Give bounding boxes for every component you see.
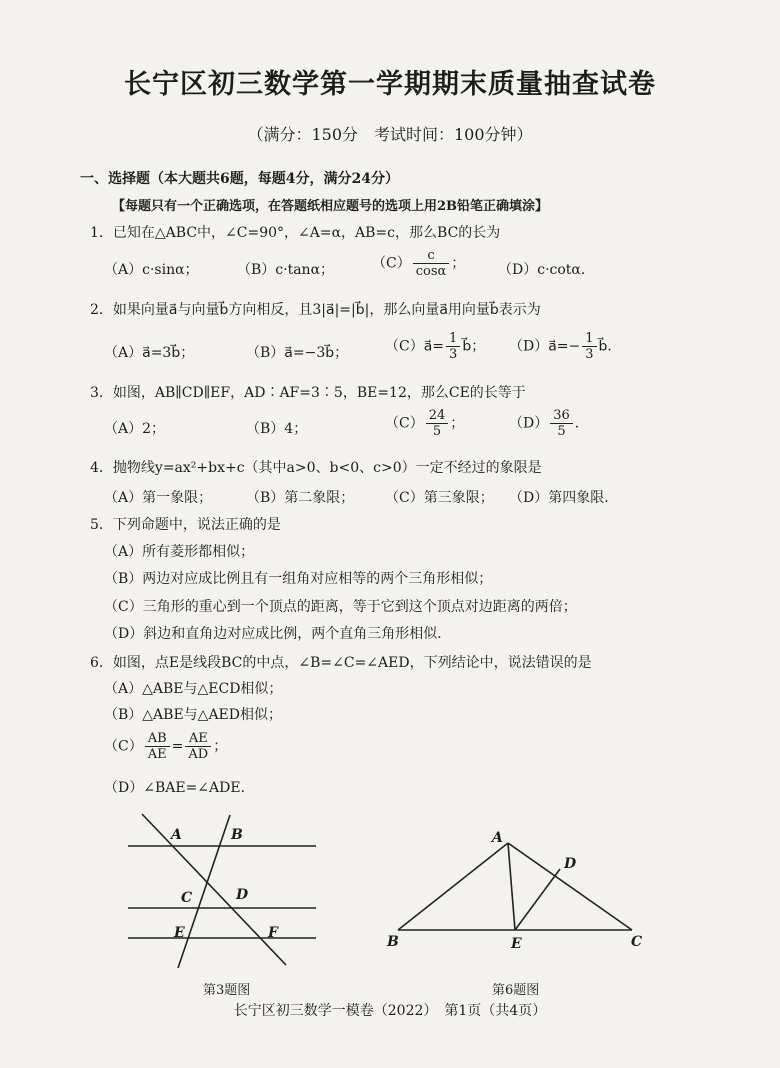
- question-6-option-b: （B）△ABE与△AED相似；: [104, 707, 282, 723]
- figure-6-label-a: A: [492, 830, 503, 846]
- option-label: （C）: [385, 415, 424, 432]
- option-tail: b⃗．: [598, 338, 622, 355]
- figure-6-label-c: C: [631, 934, 643, 950]
- numerator: 24: [426, 408, 449, 424]
- numerator: 1: [582, 331, 596, 347]
- question-6-stem: 6．如图，点E是线段BC的中点，∠B=∠C=∠AED，下列结论中，说法错误的是: [90, 655, 592, 671]
- question-3-option-a: （A）2；: [104, 421, 166, 437]
- denominator: 3: [449, 347, 458, 362]
- figure-6-label-d: D: [564, 856, 577, 872]
- segment-ed: [515, 869, 560, 930]
- figure-3-caption: 第3题图: [203, 983, 251, 998]
- option-label: （D）: [509, 415, 549, 432]
- question-4-option-c: （C）第三象限；: [385, 490, 494, 506]
- question-5-option-d: （D）斜边和直角边对应成比例，两个直角三角形相似．: [104, 626, 452, 642]
- figure-3-label-d: D: [236, 887, 249, 903]
- question-4-option-b: （B）第二象限；: [246, 490, 355, 506]
- question-6-option-d: （D）∠BAE=∠ADE．: [104, 780, 255, 796]
- figure-6-label-e: E: [511, 936, 522, 952]
- question-1-option-b: （B）c·tanα；: [237, 262, 335, 278]
- section-note: 【每题只有一个正确选项，在答题纸相应题号的选项上用2B铅笔正确填涂】: [112, 199, 549, 214]
- figure-3-label-b: B: [231, 827, 243, 843]
- option-label: （C）: [104, 738, 143, 755]
- option-label: （C）a⃗=: [385, 338, 445, 355]
- denominator: AE: [147, 747, 167, 762]
- question-5-stem: 5．下列命题中，说法正确的是: [90, 517, 281, 533]
- exam-title: 长宁区初三数学第一学期期末质量抽查试卷: [124, 69, 656, 100]
- figure-6-label-b: B: [387, 934, 399, 950]
- figure-3-label-f: F: [268, 925, 278, 941]
- section-heading: 一、选择题（本大题共6题，每题4分，满分24分）: [80, 171, 399, 187]
- numerator: AB: [145, 731, 170, 747]
- option-label: （C）: [372, 255, 411, 272]
- option-label: （D）a⃗=−: [509, 338, 581, 355]
- figure-6-caption: 第6题图: [492, 983, 540, 998]
- question-1-option-d: （D）c·cotα．: [498, 262, 595, 278]
- denominator: cosα: [415, 264, 447, 279]
- question-2-stem: 2．如果向量a⃗与向量b⃗方向相反，且3|a⃗|=|b⃗|，那么向量a⃗用向量b⃗表示为: [90, 302, 541, 318]
- question-2-option-a: （A）a⃗=3b⃗；: [104, 345, 195, 361]
- question-5-option-b: （B）两边对应成比例且有一组角对应相等的两个三角形相似；: [104, 571, 493, 587]
- question-5-option-c: （C）三角形的重心到一个顶点的距离，等于它到这个顶点对边距离的两倍；: [104, 599, 577, 615]
- option-tail: ；: [213, 738, 228, 755]
- numerator: 36: [550, 408, 573, 424]
- figure-3-label-e: E: [174, 925, 185, 941]
- option-tail: ；: [450, 415, 465, 432]
- denominator: 5: [432, 424, 442, 439]
- equals-sign: =: [171, 738, 184, 755]
- question-4-option-d: （D）第四象限．: [509, 490, 619, 506]
- denominator: AD: [188, 747, 209, 762]
- page-footer: 长宁区初三数学一模卷（2022） 第1页（共4页）: [233, 1003, 547, 1019]
- question-2-option-b: （B）a⃗=−3b⃗；: [246, 345, 349, 361]
- denominator: 5: [557, 424, 566, 439]
- numerator: 1: [446, 331, 460, 347]
- transversal-1: [142, 814, 286, 965]
- option-tail: b⃗；: [462, 338, 486, 355]
- figure-3-label-c: C: [181, 890, 193, 906]
- question-3-stem: 3．如图，AB∥CD∥EF，AD∶AF=3∶5，BE=12，那么CE的长等于: [90, 385, 526, 401]
- numerator: c: [413, 248, 450, 264]
- option-tail: ．: [574, 415, 589, 432]
- denominator: 3: [585, 347, 594, 362]
- question-1-option-a: （A）c·sinα；: [104, 262, 199, 278]
- question-3-option-b: （B）4；: [246, 421, 308, 437]
- segment-ab: [398, 843, 508, 930]
- figure-3-label-a: A: [171, 827, 182, 843]
- question-4-option-a: （A）第一象限；: [104, 490, 213, 506]
- numerator: AE: [185, 731, 211, 747]
- question-1-stem: 1．已知在△ABC中，∠C=90°，∠A=α，AB=c，那么BC的长为: [90, 225, 501, 241]
- question-4-stem: 4．抛物线y=ax²+bx+c（其中a>0、b<0、c>0）一定不经过的象限是: [90, 460, 542, 476]
- exam-subtitle: （满分：150分 考试时间：100分钟）: [247, 125, 533, 144]
- option-tail: ；: [451, 255, 466, 272]
- question-5-option-a: （A）所有菱形都相似；: [104, 544, 255, 560]
- question-6-option-a: （A）△ABE与△ECD相似；: [104, 681, 283, 697]
- segment-ae: [508, 843, 515, 930]
